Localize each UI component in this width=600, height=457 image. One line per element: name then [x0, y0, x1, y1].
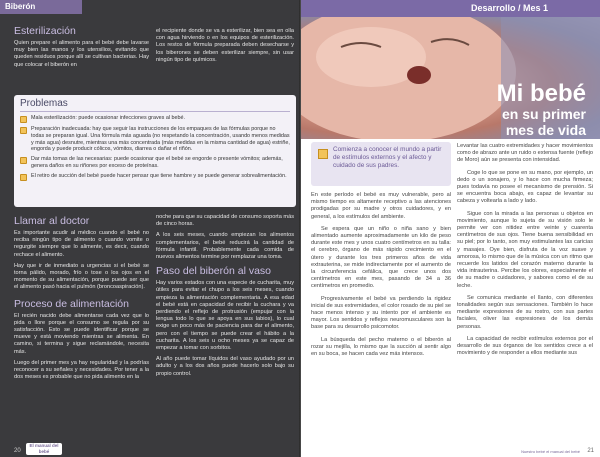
right-column-2 [457, 143, 593, 362]
problems-heading: Problemas [20, 98, 290, 112]
box-icon [318, 149, 328, 159]
paragraph: La capacidad de recibir estímulos externos por el desarrollo de sus órganos de los sentidos crece a el movimiento y de responder a ellos mediante sus [457, 335, 593, 357]
paragraph: Sigue con la mirada a las personas u objetos en movimiento, aunque lo sujeta de su visión solo le permite ver con nitidez entre veinte y cuarenta centímetros de sus ojos. Tiene buena sensibilidad en su piel; por lo tanto, son muy estimulantes las caricias y masajes. Oye bien, disfruta de la voz suave y amorosa, lo mismo que de la música con un ritmo que recuerde los latidos del corazón materno durante la vida intrauterina. Percibe los olores, especialmente el de su madre o cuidadores, y sabores como el de su leche. [457, 210, 593, 289]
title-line-2: en su primer [501, 106, 586, 122]
problem-item: Mala esterilización: puede ocasionar infecciones graves al bebé. [20, 115, 290, 123]
title-line-3: mes de vida [505, 122, 586, 138]
feeding-process-heading: Proceso de alimentación [14, 297, 129, 310]
call-doctor-p2: Hay que ir de inmediato a urgencias si el bebé se torna pálido, morado, frío o tose o los ojos en el momento de su alimentación, porque puede ser que el alimento pasó hacia el pulmón (broncoaspiración). [14, 262, 149, 291]
col3-p2: A los seis meses, cuando empiezan los alimentos complementarios, el bebé reducirá la cantidad de fórmula infantil. Probablemente cada comida de nuevos alimentos termine por remplazar una toma. [156, 232, 294, 261]
section-band: Desarrollo / Mes 1 [301, 0, 600, 17]
section-tab: Biberón [0, 0, 82, 14]
title-line-1: Mi bebé [496, 80, 586, 107]
box-icon [20, 127, 27, 134]
feeding-process-p1: El recién nacido debe alimentarse cada vez que lo pida o llore porque el consumo se regula por su satisfacción. Esto se puede identificar porque se mueve y está moviendo mientras se alimenta. En camino, si termina y sigue reclamándole, necesita más. [14, 312, 149, 355]
sterilization-heading: Esterilización [14, 25, 76, 37]
call-doctor-heading: Llamar al doctor [14, 215, 90, 227]
problem-item: El retiro de succión del bebé puede hacer pensar que tiene hambre y se puede generar sobrealimentación. [20, 173, 290, 181]
paragraph: En este período el bebé es muy vulnerable, pero al mismo tiempo es altamente receptivo a las atenciones prodigadas por su madre y otros cuidadores, y en general, a los estímulos del ambiente. [311, 192, 451, 220]
paragraph: La búsqueda del pecho materno o el biberón al rozar su mejilla, lo mismo que la succión al sentir algo en su boca, se hacen cada vez más intensos. [311, 336, 451, 358]
feeding-process-p2: Luego del primer mes ya hay regularidad y la podrías reconocer a su señales y necesidades. Por tener a la dos meses es probable que no pida alimento en la [14, 359, 149, 381]
right-page [301, 0, 600, 457]
footer-note: Nuestro bebé el manual del bebé [521, 449, 580, 454]
page-number: 21 [587, 448, 594, 454]
box-icon [20, 174, 27, 181]
paragraph: Coge lo que se pone en su mano, por ejemplo, un dedo o un sonajero, y lo hace con mucha firmeza; pues todavía no posee el mecanismo de prensión. Si se encuentra boca abajo, es capaz de levantar su cabeza y voltearla a lado y lado. [457, 169, 593, 205]
bottle-to-cup-heading: Paso del biberón al vaso [156, 265, 271, 278]
paragraph: Progresivamente el bebé va perdiendo la rigidez inicial de sus extremidades, el color rosado de su piel se hace menos intenso y su intento por el ambiente es mayor. Los sentidos y reflejos neuromusculares son la base para su desarrollo psicomotor. [311, 295, 451, 331]
article-title [497, 81, 586, 138]
callout-text: Comienza a conocer el mundo a partir de estímulos externos y el afecto y cuidado de sus padres. [333, 146, 442, 169]
problem-item: Dar más tomas de las necesarias: puede ocasionar que el bebé se engorde o presente vómitos; además, genera daños en su riñones por exceso de proteínas. [20, 156, 290, 170]
box-icon [20, 157, 27, 164]
left-bottom-column-1 [14, 212, 149, 385]
page-number: 20 [14, 448, 21, 454]
paragraph: Se espera que un niño o niña sano y bien alimentado aumente aproximadamente un kilo de peso durante este mes y unos cuatro centímetros en su talla: el cerebro, órgano de más rápido crecimiento en el útero y durante los tres primeros años de vida extrauterina, se mide indirectamente por el aumento de la circunferencia cefálica, que crece unos dos centímetros en este mes, pasando de 34 a 36 centímetros en promedio. [311, 225, 451, 290]
left-bottom-column-2 [156, 214, 294, 382]
sterilization-column [14, 22, 149, 69]
col3-p1: noche para que su capacidad de consumo soporta más de cinco horas. [156, 214, 294, 228]
baby-photo [301, 17, 600, 139]
paragraph: Levantar las cuatro extremidades y hacer movimientos como de abrazo ante un ruido o extensa fuente (reflejo de Moro) aún se presenta con intensidad. [457, 143, 593, 164]
paragraph: Se comunica mediante el llanto, con diferentes tonalidades según sus sensaciones. También lo hace mediante expresiones de su rostro, con sus partes faciales, oliver las expresiones de los demás personas. [457, 294, 593, 330]
problem-item: Preparación inadecuada: hay que seguir las instrucciones de los empaques de las fórmulas porque no todas se preparan igual. Una fórmula más aguada (no respetando la concentración, usando menos medidas y más agua) desnutre, mientras una más concentrada (más medidas en la misma cantidad de agua) estriñe, engorda y puede producir cólicos, vómitos, diarrea o dañar el riñón. [20, 126, 290, 153]
box-icon [20, 116, 27, 123]
problems-box [14, 95, 296, 207]
sterilization-text-2: el recipiente donde se va a esterilizar, bien sea en olla con agua hirviendo o en los equipos de esterilización. Los restos de fórmula preparada deben desecharse y los biberones se deben esterilizar siempre, sin usar ningún tipo de químicos. [156, 28, 294, 63]
intro-callout [311, 142, 451, 186]
call-doctor-p1: Es importante acudir al médico cuando el bebé no reciba ningún tipo de alimento o cuando vomite o regurgite siempre que lo alimente, es decir, cuando rechace el alimento. [14, 230, 149, 258]
bottle-to-cup-p2: Al año puede tomar líquidos del vaso ayudado por un adulto y a los dos años puede hacerlo solo bajo su propio control. [156, 356, 294, 377]
sterilization-column-2 [156, 28, 294, 64]
right-column-1 [311, 192, 451, 363]
sterilization-text: Quien prepare el alimento para el bebé debe lavarse muy bien las manos y los utensilios, evitando que queden residuos porque allí se cultivan bacterias. Hay que colocar el biberón en [14, 40, 149, 68]
bottle-to-cup-p1: Hay varios estados con una especie de cucharita, muy útiles para evitar el chupo a los seis meses, cuando empieza la alimentación complementaria. A esa edad el bebé está en capacidad de recibir la cuchara y va perdiendo el reflejo de protrusión (empujar con la lengua todo lo que se apoya en sus labios), lo cual exige un poco más de paciencia para dar el alimento, pero con el tiempo se puede crear el hábito a la cucharita. A los seis u ocho meses ya se capaz de empezar a tomar con sorbitos. [156, 280, 294, 352]
magazine-logo: El manual del bebé [26, 443, 62, 455]
